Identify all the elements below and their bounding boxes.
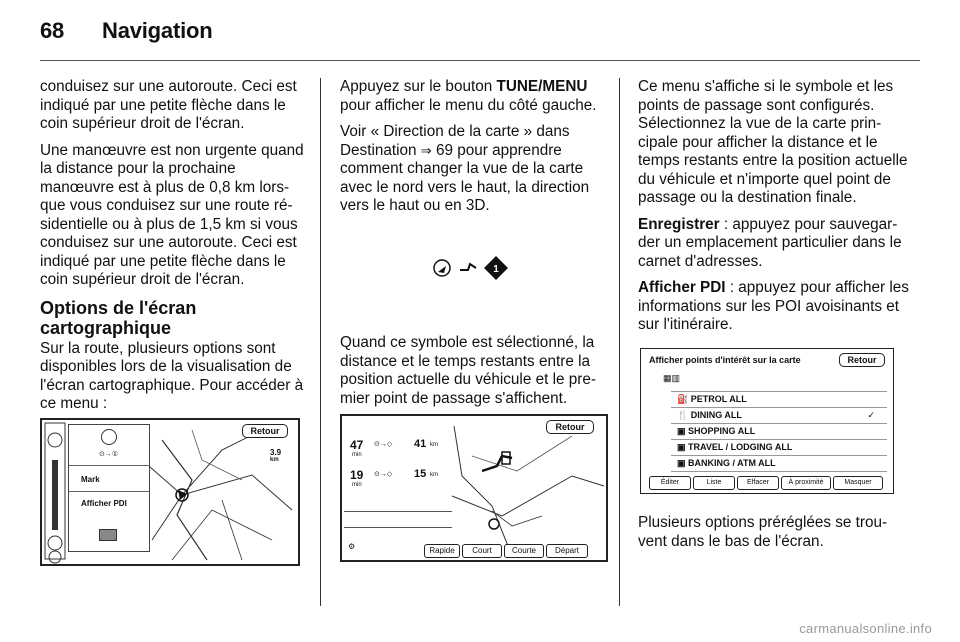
term: Afficher PDI xyxy=(638,279,726,296)
poi-row[interactable] xyxy=(671,423,887,439)
checkmark-icon: ✓ xyxy=(867,410,875,420)
text: Appuyez sur le bouton xyxy=(340,78,497,95)
waypoint-symbol-icon xyxy=(410,218,530,314)
button-name: TUNE/MENU xyxy=(496,78,588,95)
page-ref-arrow-icon: ⇒ xyxy=(420,142,432,158)
paragraph: Quand ce symbole est sélectionné, la distance et le temps restants entre la position actuelle du véhicule et le premier point de passage s'affichent. xyxy=(340,334,596,407)
poi-action-button[interactable]: Masquer xyxy=(833,476,883,490)
distance-unit: km xyxy=(270,457,279,463)
paragraph xyxy=(340,78,608,115)
route-option-button[interactable]: Court xyxy=(462,544,502,558)
poi-row[interactable] xyxy=(671,391,887,407)
watermark: carmanualsonline.info xyxy=(799,621,932,636)
page-header xyxy=(40,18,212,44)
time-unit: min xyxy=(352,482,362,488)
poi-row[interactable] xyxy=(671,407,887,423)
category-icons: ▦▥ xyxy=(663,373,681,383)
back-button[interactable]: Retour xyxy=(546,420,594,434)
distance-value: 3.9 xyxy=(270,448,282,457)
route-option-button[interactable]: Départ xyxy=(546,544,588,558)
poi-icon: ⛽ xyxy=(677,394,691,404)
svg-text:1: 1 xyxy=(493,264,499,275)
route-option-button[interactable]: Rapide xyxy=(424,544,460,558)
mark-menu-item[interactable]: Mark xyxy=(81,475,100,484)
person-icon xyxy=(101,429,117,445)
paragraph: Ce menu s'affiche si le symbole et les points de passage sont configurés. Sélectionnez la vue de la carte principale pour afficher la distance et le temps restants entre la position actuelle du véhicule et n'importe quel point de passage ou la destination finale. xyxy=(638,78,908,206)
route-option-button[interactable]: Courte xyxy=(504,544,544,558)
column-3-lower xyxy=(638,514,910,559)
poi-icon: ▣ xyxy=(677,426,689,436)
route-map-screen-figure xyxy=(340,414,608,562)
header-rule xyxy=(40,60,920,61)
waypoint-icon: ⊙→◇ xyxy=(374,441,393,448)
poi-label: SHOPPING ALL xyxy=(688,426,756,436)
poi-icon: ▣ xyxy=(677,458,689,468)
poi-row[interactable] xyxy=(671,439,887,455)
column-3 xyxy=(638,78,910,343)
poi-action-button[interactable]: Liste xyxy=(693,476,735,490)
text: pour afficher le menu du côté gauche. xyxy=(340,96,597,114)
column-divider xyxy=(619,78,620,606)
paragraph xyxy=(638,216,910,272)
poi-action-button[interactable]: Effacer xyxy=(737,476,779,490)
map-view-icon[interactable] xyxy=(99,529,117,541)
screen-title: Afficher points d'intérêt sur la carte xyxy=(649,355,801,365)
poi-screen-figure xyxy=(640,348,894,494)
distance-unit: km xyxy=(430,472,438,478)
time-value: 47 xyxy=(350,438,364,452)
paragraph: Plusieurs options préréglées se trouvent dans le bas de l'écran. xyxy=(638,514,888,550)
poi-label: PETROL ALL xyxy=(690,394,747,404)
text: Voir « Direction de la carte » dans Destination xyxy=(340,123,570,159)
distance-readout xyxy=(270,448,281,463)
poi-icon: 🍴 xyxy=(677,410,691,420)
column-2-lower xyxy=(340,334,608,416)
poi-label: BANKING / ATM ALL xyxy=(688,458,776,468)
route-list-empty xyxy=(344,496,452,542)
side-menu xyxy=(68,424,150,552)
paragraph xyxy=(638,279,910,335)
poi-action-button[interactable]: Éditer xyxy=(649,476,691,490)
paragraph xyxy=(340,123,608,216)
paragraph: conduisez sur une autoroute. Ceci est indiqué par une petite flèche dans le coin supérieur droit de l'écran. xyxy=(40,78,297,132)
section-heading: Options de l'écran cartographique xyxy=(40,297,197,338)
show-poi-menu-item[interactable]: Afficher PDI xyxy=(81,499,127,508)
poi-action-button[interactable]: À proximité xyxy=(781,476,831,490)
paragraph: Sur la route, plusieurs options sont disponibles lors de la visualisation de l'écran cartographique. Pour accéder à ce menu : xyxy=(40,339,304,412)
route-info-row xyxy=(344,436,452,467)
distance-value: 41 xyxy=(414,438,427,450)
divider xyxy=(69,491,149,492)
text: : appuyez pour sauvegarder un emplacement particulier dans le carnet d'adresses. xyxy=(638,215,902,270)
poi-row[interactable] xyxy=(671,455,887,472)
section-title: Navigation xyxy=(102,18,213,43)
waypoint-symbol-figure xyxy=(410,218,530,314)
column-1 xyxy=(40,78,308,422)
back-button[interactable]: Retour xyxy=(242,424,288,438)
distance-value: 15 xyxy=(414,468,427,480)
text: pour apprendre comment changer la vue de la carte avec le nord vers le haut, la direction vers le haut ou en 3D. xyxy=(340,141,590,214)
settings-icon[interactable]: ⚙ xyxy=(348,542,356,551)
route-info-row xyxy=(344,466,452,497)
distance-unit: km xyxy=(430,442,438,448)
divider xyxy=(69,465,149,466)
map-screen-figure xyxy=(40,418,300,566)
paragraph: Une manœuvre est non urgente quand la distance pour la prochaine manœuvre est à plus de 0,8 km lorsque vous conduisez sur une route résidentielle ou à plus de 1,5 km si vous conduisez sur une autoroute. Ceci est indiqué par une petite flèche dans le coin supérieur droit de l'écran. xyxy=(40,141,304,288)
waypoint-icon: ⊙→◇ xyxy=(374,471,393,478)
poi-label: TRAVEL / LODGING ALL xyxy=(688,442,793,452)
back-button[interactable]: Retour xyxy=(839,353,885,367)
waypoint-icon: ⊙→① xyxy=(99,451,119,458)
poi-label: DINING ALL xyxy=(690,410,742,420)
page-number: 68 xyxy=(40,18,65,43)
poi-icon: ▣ xyxy=(677,442,689,452)
column-divider xyxy=(320,78,321,606)
page-reference[interactable]: 69 xyxy=(435,141,453,159)
column-2 xyxy=(340,78,608,224)
term: Enregistrer xyxy=(638,215,720,233)
time-value: 19 xyxy=(350,468,364,482)
time-unit: min xyxy=(352,452,362,458)
text: : appuyez pour afficher les informations sur les POI avoisinants et sur l'itinéraire. xyxy=(638,279,909,333)
